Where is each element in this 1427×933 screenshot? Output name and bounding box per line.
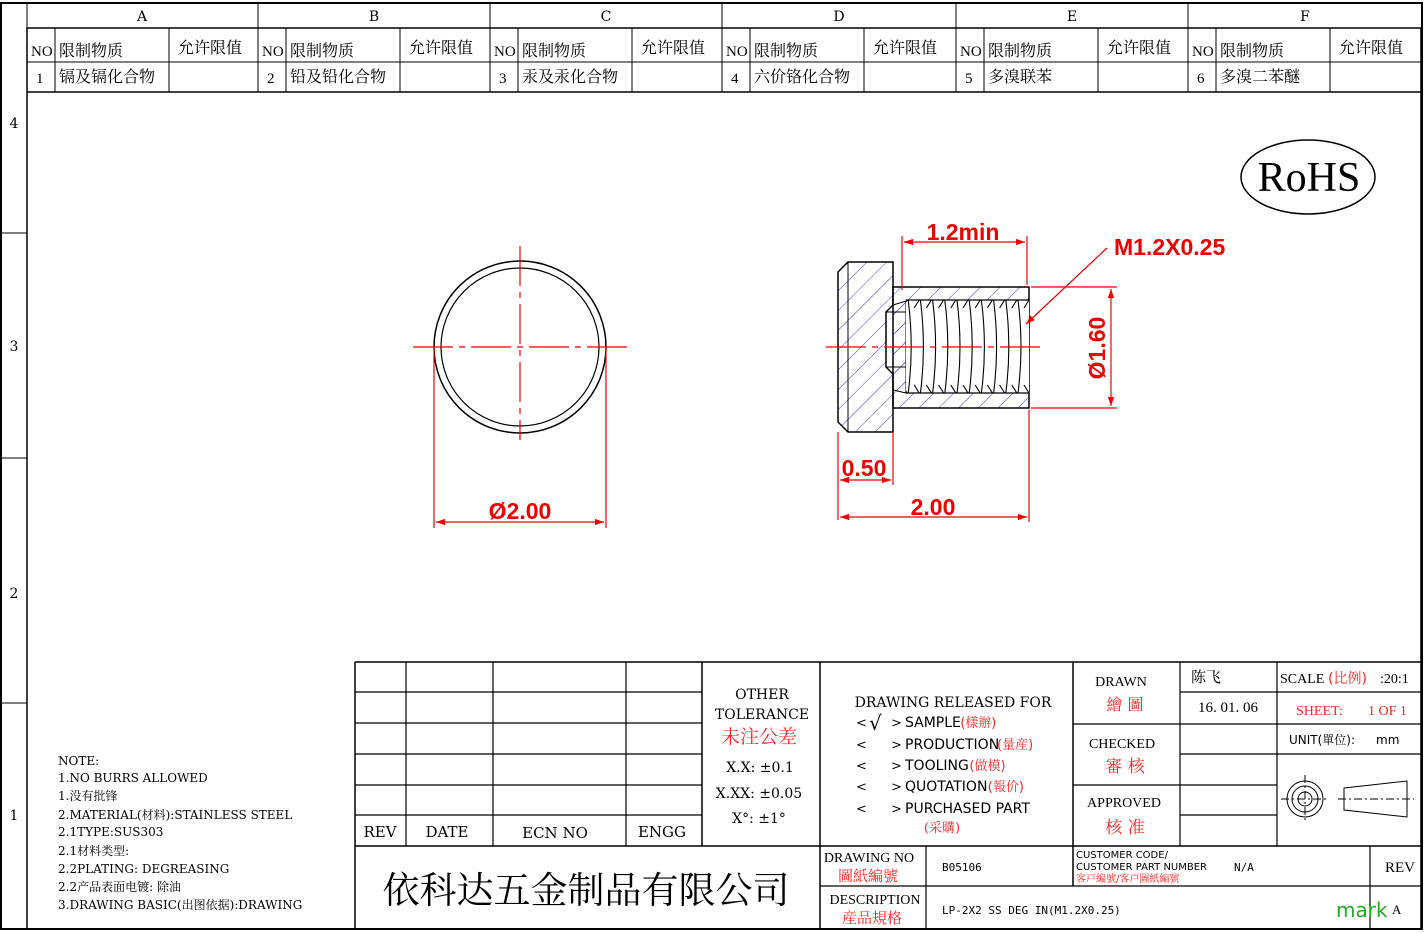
release-title: DRAWING RELEASED FOR bbox=[854, 695, 1052, 711]
substance-no-header: NO bbox=[960, 44, 982, 60]
tolerance-xxx: X.XX: ±0.05 bbox=[715, 786, 803, 802]
release-item-label: QUOTATION bbox=[905, 779, 988, 795]
substance-limit-header: 允许限值 bbox=[178, 38, 243, 57]
zone-label-2: 2 bbox=[9, 586, 19, 602]
zone-row-labels bbox=[10, 116, 19, 824]
release-bracket-close: > bbox=[891, 759, 902, 774]
sample-check-icon: √ bbox=[869, 711, 882, 735]
substance-name: 铅及铅化合物 bbox=[290, 67, 387, 86]
zone-label-4: 4 bbox=[9, 116, 19, 132]
release-item-label: SAMPLE bbox=[905, 715, 961, 731]
drawn-label: DRAWN bbox=[1095, 675, 1147, 690]
release-item-label: TOOLING bbox=[905, 758, 969, 774]
customer-value: N/A bbox=[1234, 861, 1254, 874]
revision-table bbox=[363, 823, 686, 842]
drawn-date: 16. 01. 06 bbox=[1198, 700, 1258, 716]
note-line: 3.DRAWING BASIC(出图依据):DRAWING bbox=[58, 898, 303, 912]
substance-name-header: 限制物质 bbox=[1220, 41, 1285, 60]
front-view bbox=[413, 246, 628, 528]
substance-name-header: 限制物质 bbox=[754, 41, 819, 60]
scale-label: SCALE bbox=[1280, 672, 1325, 687]
customer-label-cn: 客戸編號/客戸圖紙編號 bbox=[1076, 874, 1180, 885]
engg-header: ENGG bbox=[637, 823, 687, 841]
rev-header: REV bbox=[363, 823, 397, 841]
substance-limit-header: 允许限值 bbox=[409, 38, 474, 57]
sheet-label: SHEET: bbox=[1296, 704, 1343, 719]
substance-name: 汞及汞化合物 bbox=[522, 67, 619, 86]
approved-label: APPROVED bbox=[1087, 796, 1161, 811]
projection-symbol-icon bbox=[1281, 775, 1414, 823]
substance-no-header: NO bbox=[262, 44, 284, 60]
zone-label-3: 3 bbox=[9, 339, 19, 355]
release-bracket-open: < bbox=[856, 802, 867, 817]
substance-no-header: NO bbox=[494, 44, 516, 60]
drawing-frame bbox=[1, 3, 1422, 929]
unit-label: UNIT(單位): bbox=[1289, 733, 1356, 747]
date-header: DATE bbox=[425, 823, 469, 841]
substance-no-header: NO bbox=[1192, 44, 1214, 60]
release-bracket-open: < bbox=[856, 716, 867, 731]
rohs-badge bbox=[1241, 140, 1375, 214]
unit-value: mm bbox=[1376, 733, 1400, 747]
zone-label-f: F bbox=[1300, 9, 1310, 25]
note-line: 2.2PLATING: DEGREASING bbox=[58, 862, 230, 876]
note-line: 1.NO BURRS ALLOWED bbox=[58, 771, 208, 785]
zone-label-a: A bbox=[136, 9, 148, 25]
side-section-view bbox=[826, 219, 1225, 522]
description-block bbox=[829, 893, 1120, 927]
scale-value: :20:1 bbox=[1380, 672, 1409, 687]
ecn-header: ECN NO bbox=[522, 824, 588, 842]
approved-label-cn: 核 准 bbox=[1105, 818, 1145, 838]
substance-no: 4 bbox=[731, 71, 739, 87]
substance-name-header: 限制物质 bbox=[290, 41, 355, 60]
substance-name: 镉及镉化合物 bbox=[59, 67, 156, 86]
tolerance-title-cn: 未注公差 bbox=[720, 726, 798, 748]
release-bracket-open: < bbox=[856, 759, 867, 774]
zone-label-c: C bbox=[600, 9, 612, 25]
note-line: NOTE: bbox=[58, 754, 100, 768]
tolerance-xx: X.X: ±0.1 bbox=[726, 760, 794, 776]
note-line: 2.1材料类型: bbox=[58, 844, 130, 858]
sheet-value: 1 OF 1 bbox=[1368, 704, 1407, 719]
drawing-no-label: DRAWING NO bbox=[823, 851, 915, 866]
release-purchased-cn: (采購) bbox=[923, 821, 961, 836]
tolerance-angle: X°: ±1° bbox=[732, 811, 786, 827]
body-diameter-label: Ø1.60 bbox=[1084, 316, 1110, 380]
substance-limit-header: 允许限值 bbox=[873, 38, 938, 57]
front-view-centerlines bbox=[413, 246, 628, 440]
rev-label: REV bbox=[1385, 860, 1415, 876]
release-item-label-cn: (樣辦) bbox=[960, 716, 997, 731]
note-line: 2.2产品表面电镀: 除油 bbox=[58, 880, 181, 894]
thread-spec-leader bbox=[1026, 248, 1107, 324]
release-bracket-close: > bbox=[891, 716, 902, 731]
substance-limit-header: 允许限值 bbox=[641, 38, 706, 57]
note-line: 2.1TYPE:SUS303 bbox=[58, 825, 164, 839]
substance-no-header: NO bbox=[31, 44, 53, 60]
rohs-badge-text: RoHS bbox=[1257, 155, 1361, 201]
release-item-label: PRODUCTION bbox=[905, 737, 1000, 753]
note-line: 1.没有批锋 bbox=[58, 789, 118, 803]
company-name: 依科达五金制品有限公司 bbox=[382, 869, 790, 912]
tolerance-block bbox=[715, 687, 809, 827]
scale-label-cn: (比例) bbox=[1328, 671, 1367, 687]
release-item-label-cn: (量産) bbox=[997, 738, 1034, 753]
zone-label-b: B bbox=[368, 9, 380, 25]
head-length-label: 0.50 bbox=[841, 455, 887, 481]
substance-limit-header: 允许限值 bbox=[1107, 38, 1172, 57]
thread-length-label: 1.2min bbox=[926, 219, 1000, 245]
checked-label: CHECKED bbox=[1088, 737, 1156, 752]
description-value: LP-2X2 SS DEG IN(M1.2X0.25) bbox=[942, 904, 1121, 917]
substance-name-header: 限制物质 bbox=[59, 41, 124, 60]
zone-label-1: 1 bbox=[9, 808, 19, 824]
substance-name: 多溴联苯 bbox=[988, 67, 1053, 86]
watermark: mark bbox=[1336, 898, 1388, 922]
approval-block bbox=[1087, 668, 1258, 838]
zone-label-d: D bbox=[833, 9, 845, 25]
description-label-cn: 産品規格 bbox=[841, 909, 903, 927]
drawing-number-block bbox=[824, 851, 982, 885]
checked-label-cn: 審 核 bbox=[1105, 757, 1145, 777]
release-item-label-cn: (做模) bbox=[969, 759, 1006, 774]
front-diameter-label: Ø2.00 bbox=[488, 498, 552, 524]
rev-value: A bbox=[1392, 902, 1402, 917]
release-bracket-open: < bbox=[856, 738, 867, 753]
tolerance-title-2: TOLERANCE bbox=[714, 707, 810, 723]
substance-name-header: 限制物质 bbox=[522, 41, 587, 60]
description-label: DESCRIPTION bbox=[829, 893, 921, 908]
restricted-substances-table bbox=[27, 28, 1421, 92]
release-bracket-close: > bbox=[891, 780, 902, 795]
release-item-label: PURCHASED PART bbox=[905, 801, 1030, 817]
notes-block bbox=[58, 754, 302, 912]
customer-label-2: CUSTOMER PART NUMBER bbox=[1076, 862, 1207, 873]
thread-spec-label: M1.2X0.25 bbox=[1114, 234, 1226, 260]
release-bracket-close: > bbox=[891, 738, 902, 753]
scale-sheet-unit-block bbox=[1280, 671, 1409, 747]
total-length-label: 2.00 bbox=[910, 494, 956, 520]
substance-name: 多溴二苯醚 bbox=[1220, 67, 1301, 86]
substance-name: 六价铬化合物 bbox=[754, 67, 851, 86]
note-line: 2.MATERIAL(材料):STAINLESS STEEL bbox=[58, 808, 293, 822]
substance-no: 3 bbox=[499, 71, 507, 87]
substance-no: 6 bbox=[1197, 71, 1205, 87]
release-item-label-cn: (報价) bbox=[987, 780, 1024, 795]
drawing-no-label-cn: 圖紙編號 bbox=[837, 867, 899, 885]
zone-label-e: E bbox=[1066, 9, 1078, 25]
release-block bbox=[855, 695, 1052, 836]
substance-no: 5 bbox=[965, 71, 973, 87]
customer-label-1: CUSTOMER CODE/ bbox=[1076, 850, 1168, 861]
release-bracket-close: > bbox=[891, 802, 902, 817]
substance-no: 1 bbox=[36, 71, 44, 87]
substance-limit-header: 允许限值 bbox=[1339, 38, 1404, 57]
substance-no: 2 bbox=[267, 71, 275, 87]
drawn-by-name: 陈飞 bbox=[1190, 668, 1222, 686]
substance-no-header: NO bbox=[726, 44, 748, 60]
substance-name-header: 限制物质 bbox=[988, 41, 1053, 60]
zone-column-labels bbox=[136, 9, 1310, 25]
release-bracket-open: < bbox=[856, 780, 867, 795]
drawn-label-cn: 繪 圖 bbox=[1106, 695, 1144, 714]
tolerance-title-1: OTHER bbox=[735, 687, 789, 703]
drawing-no-value: B05106 bbox=[942, 861, 982, 874]
